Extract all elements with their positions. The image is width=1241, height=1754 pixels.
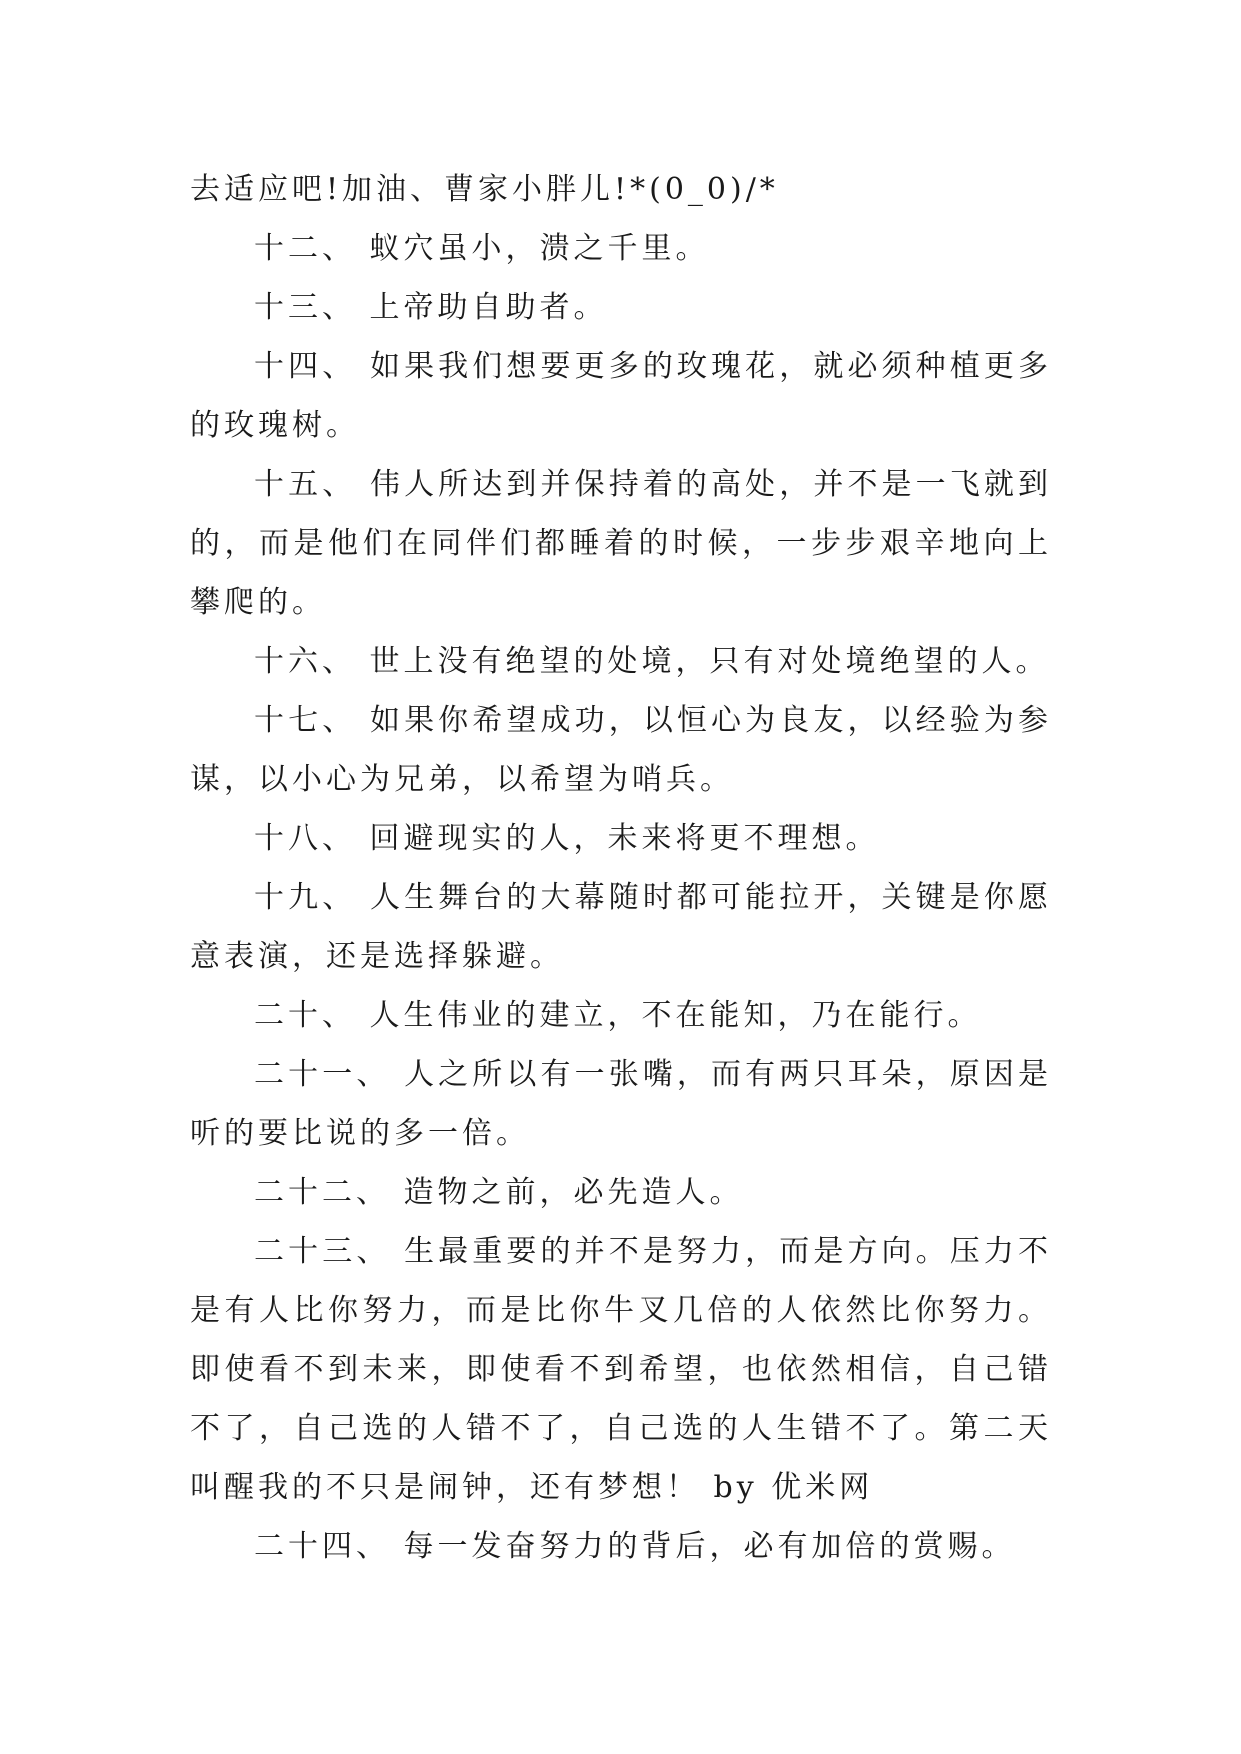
paragraph-quote-18: 十八、 回避现实的人，未来将更不理想。 xyxy=(254,821,880,856)
paragraph-quote-13: 十三、 上帝助自助者。 xyxy=(254,290,608,325)
paragraph-quote-14: 十四、 如果我们想要更多的玫瑰花，就必须种植更多的玫瑰树。 xyxy=(190,349,1052,443)
paragraph-quote-19: 十九、 人生舞台的大幕随时都可能拉开，关键是你愿意表演，还是选择躲避。 xyxy=(190,880,1052,974)
paragraph-quote-24: 二十四、 每一发奋努力的背后，必有加倍的赏赐。 xyxy=(254,1529,1016,1564)
paragraph-quote-20: 二十、 人生伟业的建立，不在能知，乃在能行。 xyxy=(254,998,982,1033)
paragraph-quote-21: 二十一、 人之所以有一张嘴，而有两只耳朵，原因是听的要比说的多一倍。 xyxy=(190,1057,1052,1151)
paragraph-continuation: 去适应吧!加油、曹家小胖儿!*(0_0)/* xyxy=(190,172,779,207)
paragraph-quote-22: 二十二、 造物之前，必先造人。 xyxy=(254,1175,744,1210)
paragraph-quote-12: 十二、 蚁穴虽小，溃之千里。 xyxy=(254,231,710,266)
paragraph-quote-23: 二十三、 生最重要的并不是努力，而是方向。压力不是有人比你努力，而是比你牛叉几倍的人依然比你努力。即使看不到未来，即使看不到希望，也依然相信，自己错不了，自己选的人错不了，自己选的人生错不了。第二天叫醒我的不只是闹钟，还有梦想！ by 优米网 xyxy=(190,1234,1052,1505)
paragraph-quote-17: 十七、 如果你希望成功，以恒心为良友，以经验为参谋，以小心为兄弟，以希望为哨兵。 xyxy=(190,703,1052,797)
document-body xyxy=(190,160,1052,1576)
paragraph-quote-16: 十六、 世上没有绝望的处境，只有对处境绝望的人。 xyxy=(254,644,1050,679)
paragraph-quote-15: 十五、 伟人所达到并保持着的高处，并不是一飞就到的，而是他们在同伴们都睡着的时候，一步步艰辛地向上攀爬的。 xyxy=(190,467,1052,620)
